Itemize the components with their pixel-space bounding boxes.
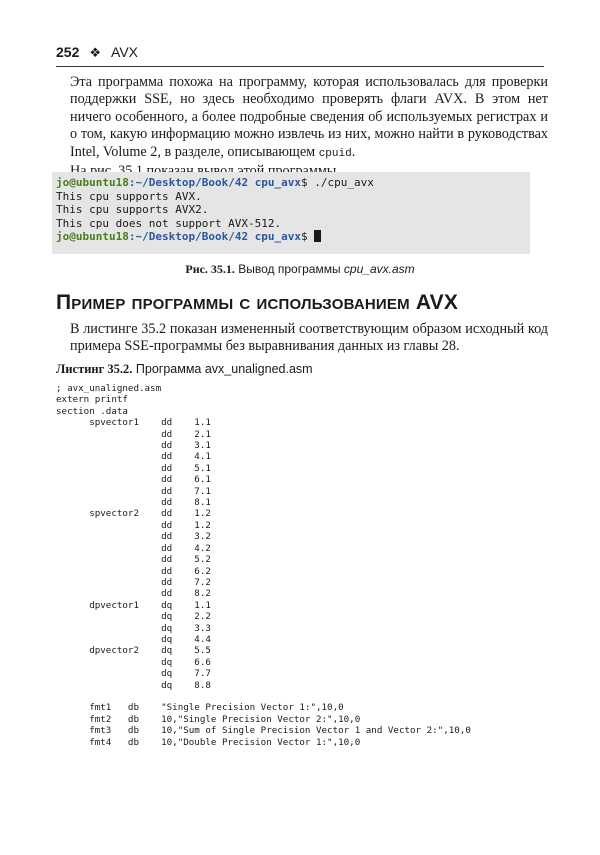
terminal-output-line: This cpu supports AVX.: [56, 189, 202, 203]
section-paragraph: В листинге 35.2 показан измененный соответствующим образом исходный код примера SSE-программы без выравнивания данных из главы 28.: [70, 321, 548, 355]
inline-code-cpuid: cpuid: [318, 147, 352, 160]
code-listing: ; avx_unaligned.asm extern printf section .data spvector1 dd 1.1 dd 2.1 dd 3.1 dd 4.1 dd 5.1 dd 6.1 dd 7.1 dd 8.1 spvector2 dd 1.2 dd 1.2 dd 3.2 dd 4.2 dd 5.2 dd 6.2 dd 7.2 dd 8.2 dpvector1 dq 1.1 dq 2.2 dq 3.3 dq 4.4 dpvector2 dq 5.5 dq 6.6 dq 7.7 dq 8.8 fmt1 db "Single Precision Vector 1:",10,0 fmt2 db 10,"Single Precision Vector 2:",10,0 fmt3 db 10,"Sum of Single Precision Vector 1 and Vector 2:",10,0 fmt4 db 10,"Double Precision Vector 1:",10,0: [56, 383, 471, 748]
prompt-user: jo@ubuntu18: [56, 230, 129, 244]
intro-text: [56, 74, 548, 180]
prompt-user: jo@ubuntu18: [56, 176, 129, 189]
listing-title: Программа avx_unaligned.asm: [132, 362, 313, 376]
figure-caption: Рис. 35.1. Вывод программы cpu_avx.asm: [185, 262, 415, 276]
intro-paragraph-1: Эта программа похожа на программу, которая использовалась для проверки поддержки SSE, но здесь необходимо проверять флаги AVX. В этом нет ничего особенного, а более подробные сведения об используемых регистрах и о том, какую информацию можно извлечь из них, можно найти в руководствах Intel, Volume 2, в разделе, описывающем cpuid.: [70, 74, 548, 160]
prompt-path: :~/Desktop/Book/42 cpu_avx: [128, 176, 302, 189]
prompt-path: :~/Desktop/Book/42 cpu_avx: [128, 230, 302, 244]
figure-filename: cpu_avx.asm: [343, 262, 415, 276]
prompt-symbol: $: [301, 230, 308, 244]
terminal-command: ./cpu_avx: [307, 176, 374, 189]
terminal-output-line: This cpu does not support AVX-512.: [56, 216, 282, 230]
listing-label: Листинг 35.2.: [56, 362, 133, 376]
listing-caption: [56, 362, 313, 377]
section-heading: Пример программы с использованием AVX: [56, 291, 459, 314]
figure-label: Рис. 35.1.: [185, 262, 235, 276]
terminal-screenshot: [52, 172, 530, 254]
running-title: AVX: [111, 44, 138, 60]
prompt-symbol: $: [301, 176, 308, 189]
header-rule: [56, 66, 544, 67]
terminal-output-line: This cpu supports AVX2.: [56, 203, 209, 217]
cursor-icon: [314, 230, 321, 242]
page-number: 252: [56, 44, 80, 60]
page-header: [56, 44, 138, 61]
separator-icon: ❖: [89, 45, 102, 60]
